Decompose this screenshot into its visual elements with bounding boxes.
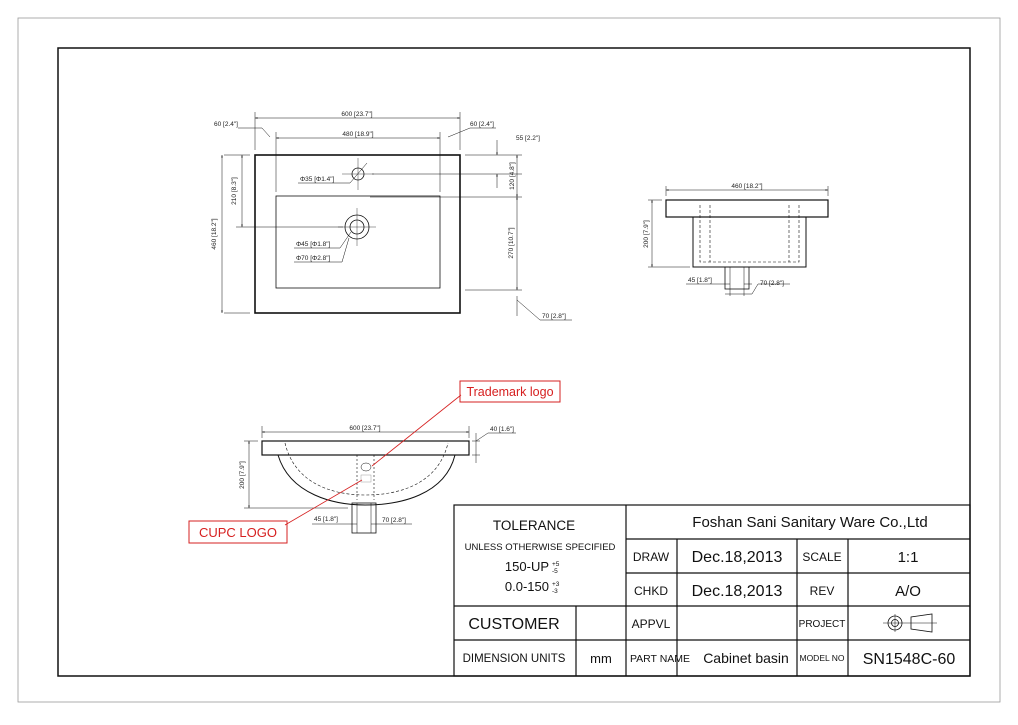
front-dim-600: 600 [23.7"] <box>349 425 381 432</box>
model-no-value: SN1548C-60 <box>862 651 956 668</box>
dim-phi35: Φ35 [Φ1.4"] <box>300 176 335 183</box>
front-rim <box>262 441 469 455</box>
dim-120: 120 [4.8"] <box>509 162 516 190</box>
company-name: Foshan Sani Sanitary Ware Co.,Ltd <box>692 514 928 531</box>
dim-60-left: 60 [2.4"] <box>214 121 238 128</box>
dim-phi45: Φ45 [Φ1.8"] <box>296 241 331 248</box>
title-block-text <box>463 514 956 668</box>
chkd-label: CHKD <box>633 584 669 598</box>
dimension-units-label: DIMENSION UNITS <box>462 653 566 665</box>
draw-label: DRAW <box>632 550 670 564</box>
front-dim-45: 45 [1.8"] <box>314 516 338 523</box>
tolerance-heading: TOLERANCE <box>492 518 576 533</box>
part-name-label: PART NAME <box>629 653 691 665</box>
tolerance-range-2: 0.0-150 <box>504 579 549 594</box>
draw-date: Dec.18,2013 <box>691 549 783 566</box>
tolerance-plus-2: +3 <box>552 581 560 588</box>
customer-label: CUSTOMER <box>468 616 560 633</box>
rev-value: A/O <box>895 583 921 600</box>
dim-60-right: 60 [2.4"] <box>470 121 494 128</box>
cupc-logo-label: CUPC LOGO <box>198 525 278 540</box>
outer-border <box>18 18 1000 702</box>
tolerance-range-1: 150-UP <box>504 559 549 574</box>
trademark-logo-label: Trademark logo <box>466 385 554 399</box>
chkd-date: Dec.18,2013 <box>691 583 783 600</box>
dim-480: 480 [18.9"] <box>342 131 374 138</box>
dim-210: 210 [8.3"] <box>231 177 238 205</box>
tolerance-minus-2: -3 <box>552 588 558 595</box>
top-view <box>222 112 572 320</box>
side-view-labels <box>643 183 784 287</box>
dim-460: 460 [18.2"] <box>211 218 218 250</box>
dim-600: 600 [23.7"] <box>341 111 373 118</box>
scale-value: 1:1 <box>897 549 919 566</box>
front-view <box>244 426 516 533</box>
side-dim-70: 70 [2.8"] <box>760 280 784 287</box>
top-view-labels <box>211 111 566 320</box>
dim-70: 70 [2.8"] <box>542 313 566 320</box>
front-dim-40: 40 [1.6"] <box>490 426 514 433</box>
project-label: PROJECT <box>798 619 846 630</box>
side-view <box>648 186 828 296</box>
part-name-value: Cabinet basin <box>703 650 789 666</box>
tolerance-plus-1: +5 <box>552 561 560 568</box>
projection-symbol-icon <box>883 614 937 632</box>
front-dim-70: 70 [2.8"] <box>382 517 406 524</box>
side-dim-45: 45 [1.8"] <box>688 277 712 284</box>
rev-label: REV <box>809 584 835 598</box>
dim-270: 270 [10.7"] <box>508 227 515 259</box>
scale-label: SCALE <box>802 550 842 564</box>
dimension-units-value: mm <box>590 651 612 666</box>
side-dim-200: 200 [7.9"] <box>643 220 650 248</box>
dim-phi70: Φ70 [Φ2.8"] <box>296 255 331 262</box>
model-no-label: MODEL NO <box>799 653 845 663</box>
front-dim-200: 200 [7.9"] <box>239 461 246 489</box>
appvl-label: APPVL <box>631 617 671 631</box>
tolerance-minus-1: -5 <box>552 568 558 575</box>
side-dim-460: 460 [18.2"] <box>731 183 763 190</box>
dim-55: 55 [2.2"] <box>516 135 540 142</box>
side-rim <box>666 200 828 217</box>
unless-specified-text: UNLESS OTHERWISE SPECIFIED <box>464 542 616 553</box>
front-view-labels <box>239 425 514 524</box>
